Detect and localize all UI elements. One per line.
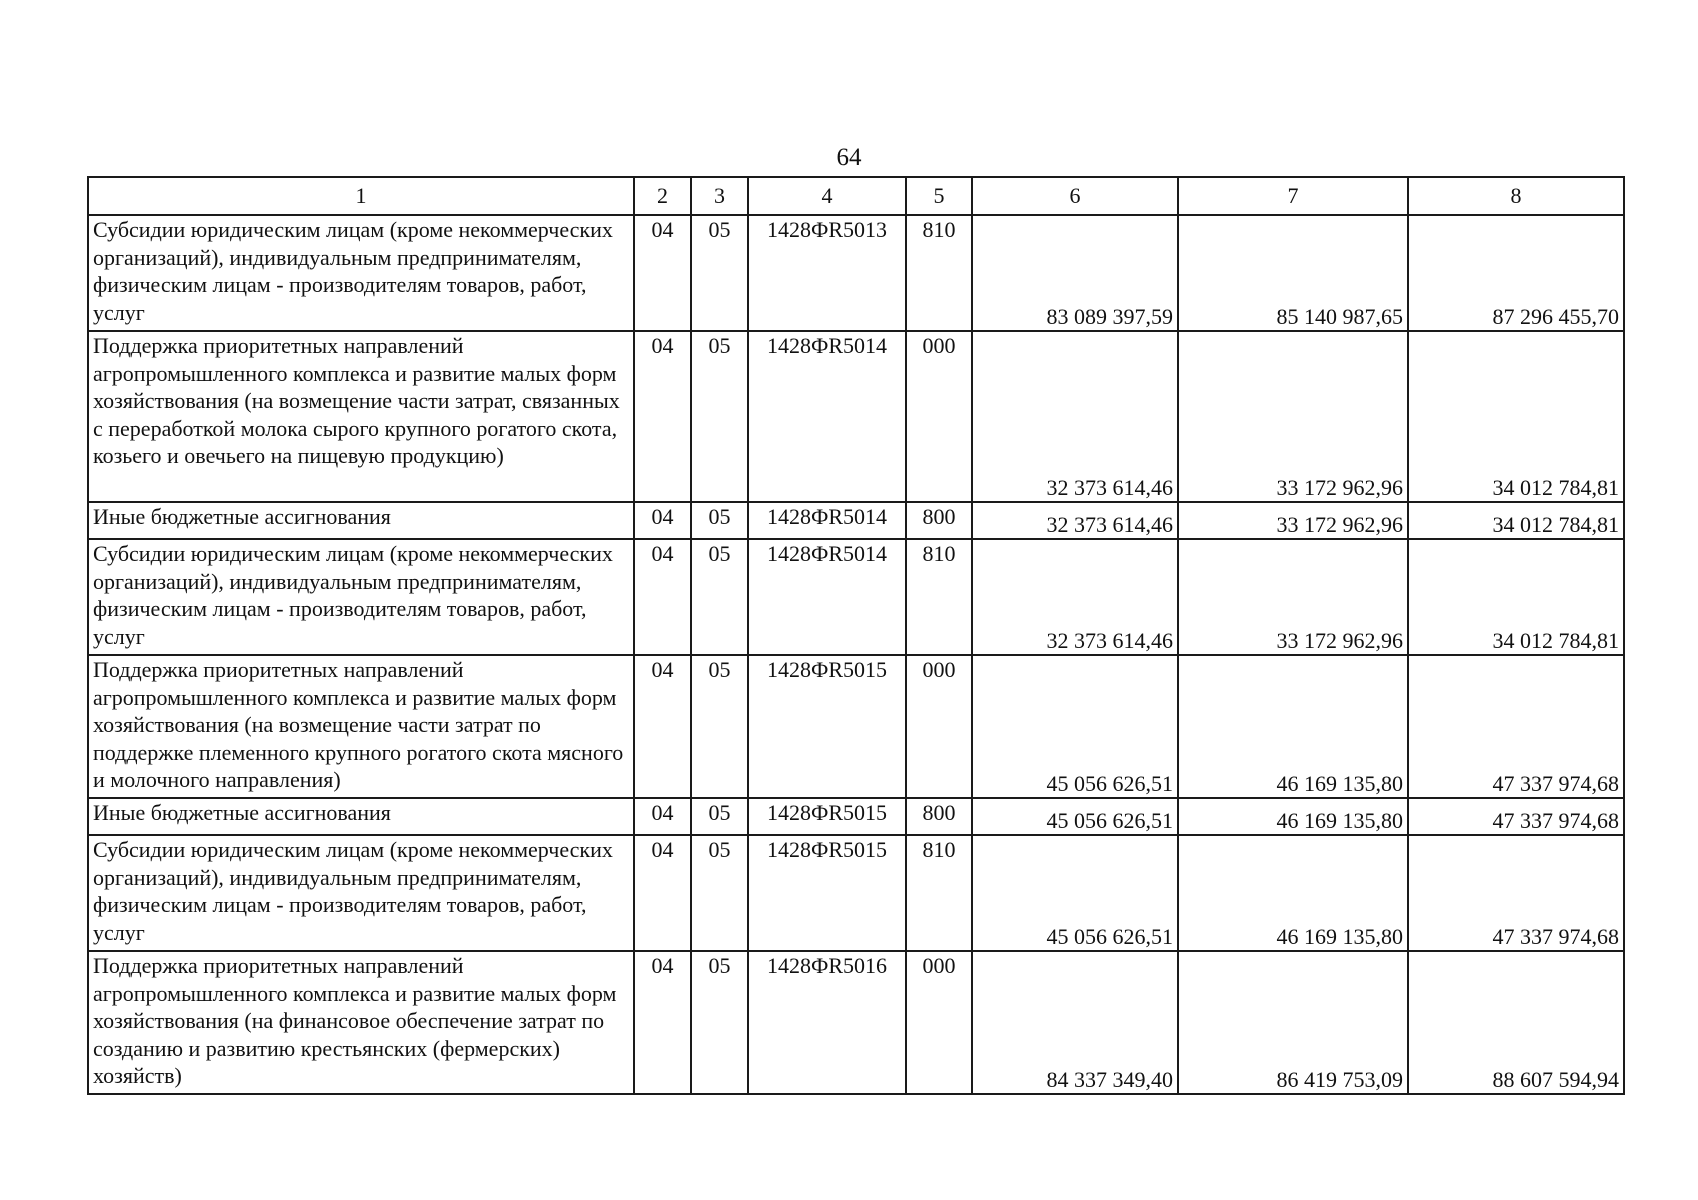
amount-col7: 33 172 962,96 [1178, 331, 1408, 502]
subsection-code: 05 [691, 951, 748, 1094]
item-name: Иные бюджетные ассигнования [88, 798, 634, 835]
section-code: 04 [634, 835, 691, 951]
expense-type-code: 810 [906, 539, 972, 655]
amount-col7: 46 169 135,80 [1178, 835, 1408, 951]
subsection-code: 05 [691, 502, 748, 539]
section-code: 04 [634, 798, 691, 835]
amount-col8: 87 296 455,70 [1408, 215, 1624, 331]
amount-col6: 45 056 626,51 [972, 798, 1178, 835]
item-name: Субсидии юридическим лицам (кроме некоммерческих организаций), индивидуальным предпринимателям, физическим лицам - производителям товаров, работ, услуг [88, 835, 634, 951]
amount-col8: 47 337 974,68 [1408, 798, 1624, 835]
target-article-code: 1428ФR5015 [748, 835, 906, 951]
table-row [88, 539, 1624, 655]
budget-table [87, 176, 1625, 1095]
header-cell: 6 [972, 177, 1178, 215]
subsection-code: 05 [691, 798, 748, 835]
header-cell: 5 [906, 177, 972, 215]
amount-col7: 33 172 962,96 [1178, 502, 1408, 539]
item-name: Иные бюджетные ассигнования [88, 502, 634, 539]
subsection-code: 05 [691, 539, 748, 655]
table-row [88, 655, 1624, 798]
table-row [88, 835, 1624, 951]
amount-col8: 47 337 974,68 [1408, 835, 1624, 951]
header-cell: 8 [1408, 177, 1624, 215]
expense-type-code: 810 [906, 215, 972, 331]
table-row [88, 951, 1624, 1094]
table-row [88, 502, 1624, 539]
item-name: Поддержка приоритетных направлений агропромышленного комплекса и развитие малых форм хозяйствования (на возмещение части затрат по поддержке племенного крупного рогатого скота мясного и молочного направления) [88, 655, 634, 798]
amount-col8: 34 012 784,81 [1408, 539, 1624, 655]
subsection-code: 05 [691, 655, 748, 798]
header-cell: 3 [691, 177, 748, 215]
amount-col7: 33 172 962,96 [1178, 539, 1408, 655]
target-article-code: 1428ФR5014 [748, 539, 906, 655]
amount-col6: 45 056 626,51 [972, 655, 1178, 798]
target-article-code: 1428ФR5015 [748, 798, 906, 835]
section-code: 04 [634, 331, 691, 502]
section-code: 04 [634, 951, 691, 1094]
amount-col8: 34 012 784,81 [1408, 331, 1624, 502]
amount-col6: 32 373 614,46 [972, 539, 1178, 655]
section-code: 04 [634, 539, 691, 655]
table-row [88, 798, 1624, 835]
table-header-row [88, 177, 1624, 215]
expense-type-code: 000 [906, 655, 972, 798]
section-code: 04 [634, 215, 691, 331]
amount-col7: 85 140 987,65 [1178, 215, 1408, 331]
amount-col7: 86 419 753,09 [1178, 951, 1408, 1094]
item-name: Поддержка приоритетных направлений агропромышленного комплекса и развитие малых форм хозяйствования (на возмещение части затрат, связанных с переработкой молока сырого крупного рогатого скота, козьего и овечьего на пищевую продукцию) [88, 331, 634, 502]
target-article-code: 1428ФR5014 [748, 502, 906, 539]
target-article-code: 1428ФR5015 [748, 655, 906, 798]
item-name: Субсидии юридическим лицам (кроме некоммерческих организаций), индивидуальным предпринимателям, физическим лицам - производителям товаров, работ, услуг [88, 215, 634, 331]
item-name: Субсидии юридическим лицам (кроме некоммерческих организаций), индивидуальным предпринимателям, физическим лицам - производителям товаров, работ, услуг [88, 539, 634, 655]
amount-col8: 88 607 594,94 [1408, 951, 1624, 1094]
amount-col7: 46 169 135,80 [1178, 655, 1408, 798]
table-row [88, 215, 1624, 331]
amount-col6: 45 056 626,51 [972, 835, 1178, 951]
target-article-code: 1428ФR5013 [748, 215, 906, 331]
subsection-code: 05 [691, 835, 748, 951]
section-code: 04 [634, 655, 691, 798]
subsection-code: 05 [691, 331, 748, 502]
target-article-code: 1428ФR5016 [748, 951, 906, 1094]
amount-col6: 32 373 614,46 [972, 331, 1178, 502]
expense-type-code: 800 [906, 798, 972, 835]
amount-col6: 83 089 397,59 [972, 215, 1178, 331]
amount-col8: 34 012 784,81 [1408, 502, 1624, 539]
header-cell: 4 [748, 177, 906, 215]
expense-type-code: 810 [906, 835, 972, 951]
amount-col7: 46 169 135,80 [1178, 798, 1408, 835]
table-row [88, 331, 1624, 502]
header-cell: 7 [1178, 177, 1408, 215]
expense-type-code: 800 [906, 502, 972, 539]
header-cell: 2 [634, 177, 691, 215]
page-number: 64 [836, 144, 862, 171]
amount-col6: 84 337 349,40 [972, 951, 1178, 1094]
amount-col6: 32 373 614,46 [972, 502, 1178, 539]
target-article-code: 1428ФR5014 [748, 331, 906, 502]
item-name: Поддержка приоритетных направлений агропромышленного комплекса и развитие малых форм хозяйствования (на финансовое обеспечение затрат по созданию и развитию крестьянских (фермерских) хозяйств) [88, 951, 634, 1094]
section-code: 04 [634, 502, 691, 539]
expense-type-code: 000 [906, 331, 972, 502]
subsection-code: 05 [691, 215, 748, 331]
expense-type-code: 000 [906, 951, 972, 1094]
header-cell: 1 [88, 177, 634, 215]
amount-col8: 47 337 974,68 [1408, 655, 1624, 798]
